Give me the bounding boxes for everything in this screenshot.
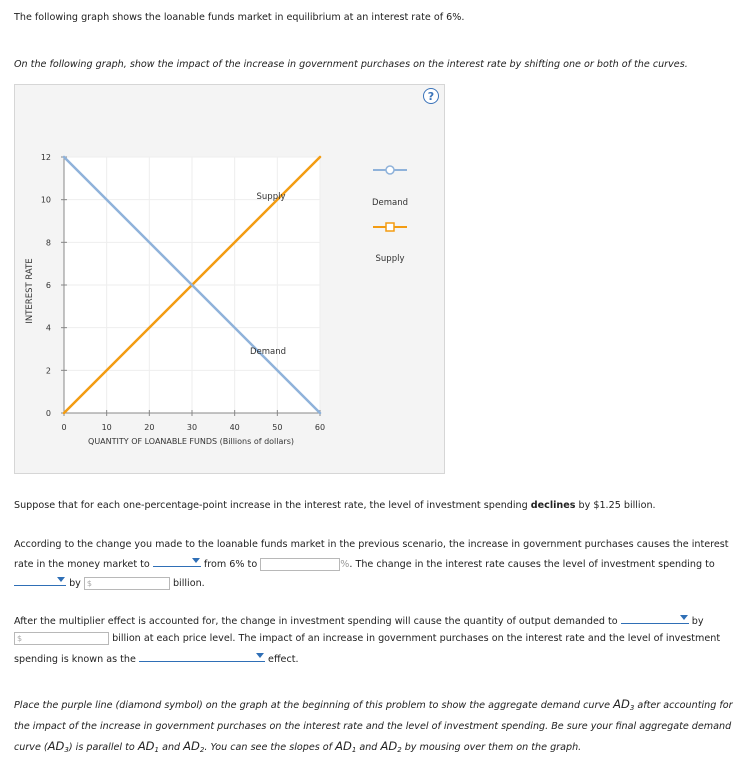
q3-by: by — [691, 616, 704, 627]
q4-t5: ) is parallel to — [68, 742, 138, 753]
question-2-line-3 — [14, 573, 205, 593]
supply-curve-label: Supply — [256, 192, 286, 202]
q3-seg-c: spending is known as the — [14, 654, 136, 665]
legend-supply-tool[interactable] — [373, 223, 407, 264]
q4-t6: and — [159, 742, 184, 753]
circle-symbol-icon — [386, 166, 394, 174]
q2-seg-b: from 6% to — [203, 559, 258, 570]
q4-t7: . You can see the slopes of — [204, 742, 336, 753]
x-tick-label: 0 — [61, 423, 67, 432]
x-tick-label: 60 — [314, 423, 326, 432]
legend-demand-tool[interactable] — [372, 166, 408, 208]
x-tick-label: 40 — [229, 423, 240, 432]
ad1-symbol — [335, 739, 356, 753]
y-tick-label: 12 — [40, 153, 51, 162]
q2-seg-c: . The change in the interest rate causes the level of investment spending to — [349, 559, 715, 570]
question-3-line-2 — [14, 629, 720, 648]
output-demanded-direction-dropdown[interactable] — [621, 611, 689, 624]
q1-text-b: by $1.25 billion. — [575, 500, 656, 511]
percent-unit: % — [340, 559, 350, 570]
y-axis-label: INTEREST RATE — [25, 258, 35, 324]
ad3-symbol — [48, 739, 69, 753]
q4-t1: Place the purple line (diamond symbol) on the graph at the beginning of this problem to show the aggregate demand curve — [14, 700, 614, 711]
investment-direction-dropdown[interactable] — [14, 573, 66, 586]
new-interest-rate-input[interactable] — [260, 558, 340, 571]
intro-text: The following graph shows the loanable funds market in equilibrium at an interest rate of 6%. — [14, 12, 465, 23]
ad-text: AD — [47, 739, 65, 753]
q1-text-a: Suppose that for each one-percentage-point increase in the interest rate, the level of investment spending — [14, 500, 531, 511]
question-4-line-2: the impact of the increase in government purchases on the interest rate and the level of investment spending. Be sure your final aggregate demand — [14, 721, 732, 732]
square-symbol-icon — [386, 223, 394, 231]
q4-t8: by mousing over them on the graph. — [401, 742, 582, 753]
x-tick-label: 20 — [144, 423, 155, 432]
dropdown-arrow-icon — [57, 577, 65, 582]
investment-change-input[interactable] — [84, 577, 170, 590]
q1-bold: declines — [530, 500, 576, 511]
x-axis-label: QUANTITY OF LOANABLE FUNDS (Billions of dollars) — [88, 437, 294, 446]
ad2-symbol — [380, 739, 401, 753]
demand-curve-label: Demand — [249, 347, 287, 357]
q2-by: by — [69, 578, 81, 589]
y-tick-label: 4 — [45, 323, 51, 333]
help-icon[interactable]: ? — [423, 88, 439, 104]
q3-seg-a: After the multiplier effect is accounted for, the change in investment spending will cause the quantity of output demanded to — [14, 616, 618, 627]
question-3-line-1 — [14, 611, 704, 631]
q4-t2: after accounting for — [634, 700, 733, 711]
x-tick-label: 50 — [272, 423, 283, 432]
ad-text: AD — [380, 739, 398, 753]
question-2-line-2 — [14, 554, 715, 574]
question-3-line-3 — [14, 649, 299, 669]
legend-supply-label: Supply — [375, 254, 405, 264]
question-4-line-3 — [14, 737, 581, 760]
ad3-symbol — [613, 697, 634, 711]
y-tick-label: 2 — [45, 366, 51, 376]
loanable-funds-chart[interactable] — [15, 85, 446, 475]
ad-text: AD — [335, 739, 352, 753]
y-tick-label: 8 — [45, 238, 51, 248]
ad2-symbol — [183, 739, 204, 753]
dropdown-arrow-icon — [680, 615, 688, 620]
dropdown-arrow-icon — [256, 653, 264, 658]
graph-panel[interactable] — [14, 84, 445, 474]
ad-subscript: 1 — [351, 746, 357, 754]
q2-seg-a: rate in the money market to — [14, 559, 150, 570]
dropdown-arrow-icon — [192, 558, 200, 563]
output-change-input[interactable] — [14, 632, 109, 645]
dollar-prefix: $ — [86, 578, 92, 588]
question-2-line-1: According to the change you made to the loanable funds market in the previous scenario, the increase in government purchases causes the interest — [14, 539, 729, 550]
ad-subscript: 3 — [629, 704, 635, 712]
q4-t4: curve ( — [14, 742, 48, 753]
ad-text: AD — [183, 739, 200, 753]
q3-seg-b: billion at each price level. The impact of an increase in government purchases on the interest rate and the level of investment — [112, 633, 721, 644]
question-1 — [14, 496, 656, 515]
legend-demand-label: Demand — [371, 198, 409, 208]
q2-billion: billion. — [172, 578, 205, 589]
q3-seg-d: effect. — [268, 654, 299, 665]
ad-subscript: 3 — [64, 746, 69, 754]
x-tick-label: 30 — [186, 423, 198, 432]
ad1-symbol — [138, 739, 159, 753]
q4-t6: and — [356, 742, 381, 753]
ad-text: AD — [613, 697, 630, 711]
y-tick-label: 10 — [40, 195, 51, 205]
dollar-prefix: $ — [17, 633, 23, 643]
ad-subscript: 2 — [199, 746, 205, 754]
y-tick-label: 0 — [45, 409, 51, 418]
ad-subscript: 2 — [397, 746, 402, 754]
interest-rate-direction-dropdown[interactable] — [153, 554, 201, 567]
question-4-line-1 — [14, 695, 733, 718]
instruction-text: On the following graph, show the impact of the increase in government purchases on the interest rate by shifting one or both of the curves. — [14, 59, 688, 70]
y-tick-label: 6 — [45, 281, 51, 290]
ad-text: AD — [137, 739, 155, 753]
x-tick-label: 10 — [101, 423, 112, 432]
ad-subscript: 1 — [154, 746, 160, 754]
effect-type-dropdown[interactable] — [139, 649, 265, 662]
